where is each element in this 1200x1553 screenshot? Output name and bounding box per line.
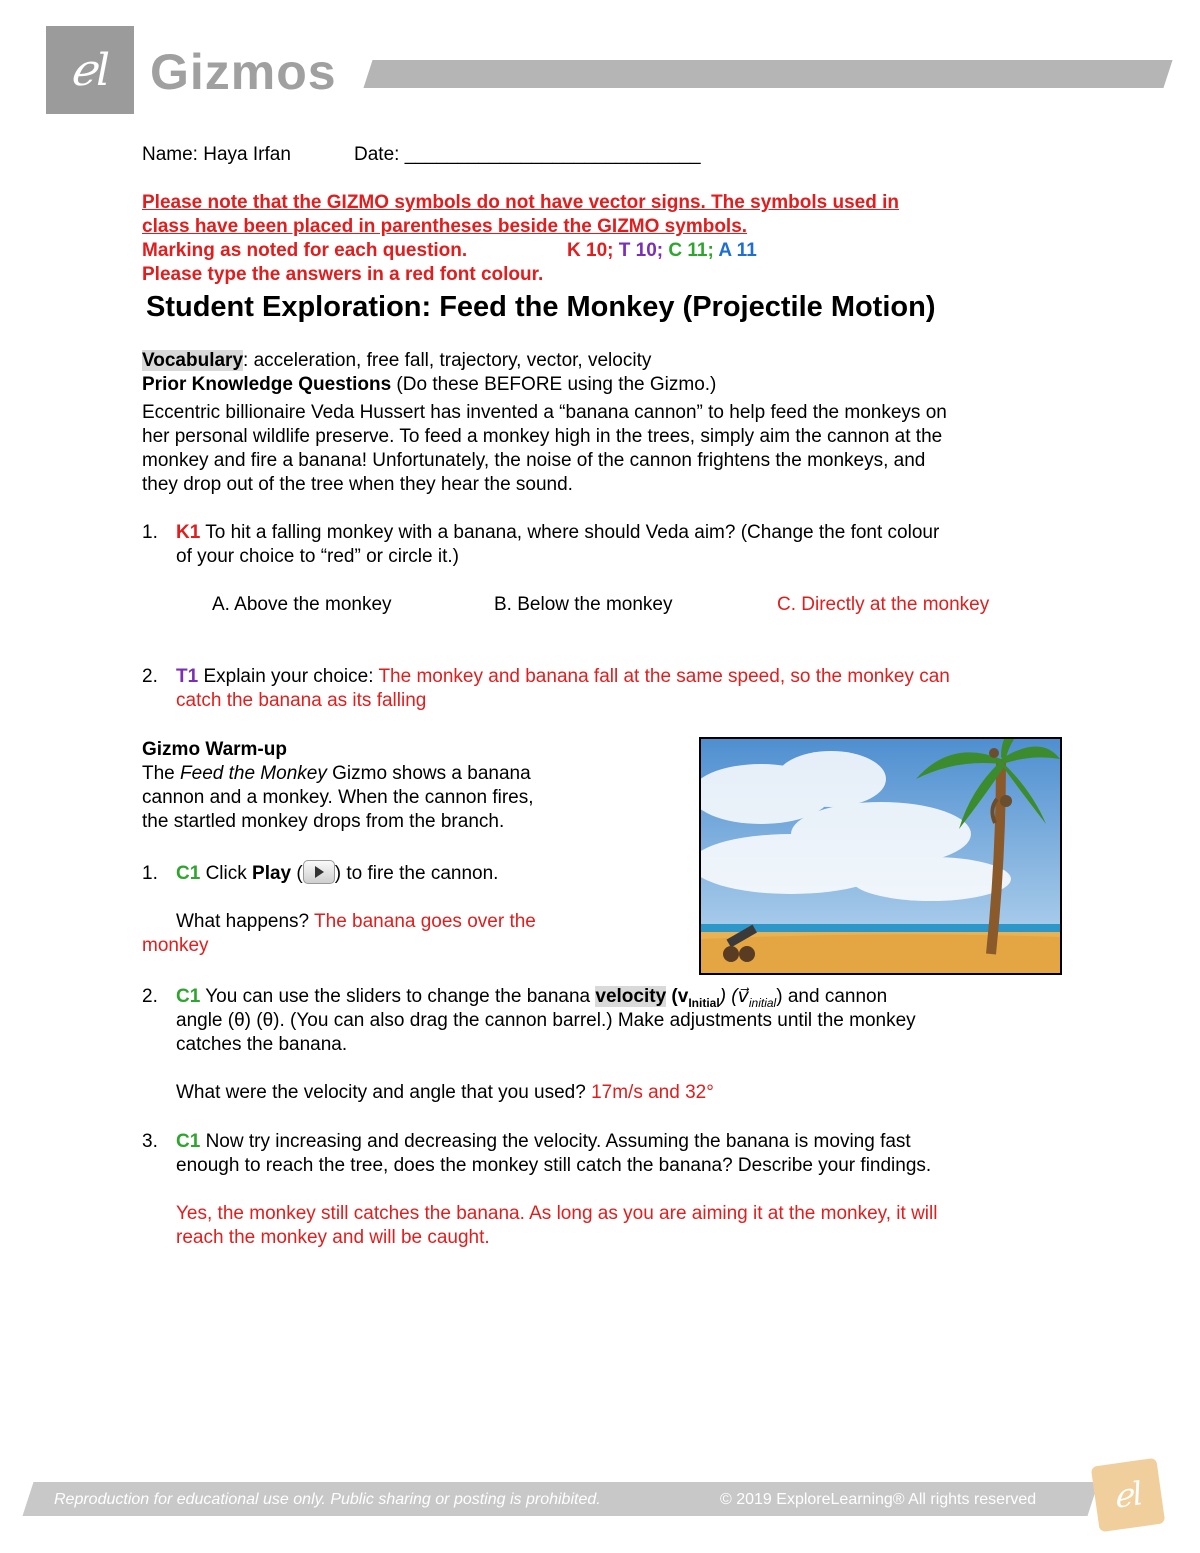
mark-sep: ; [656,240,664,261]
notice-line-1: Please note that the GIZMO symbols do not have vector signs. The symbols used in [142,192,899,213]
warmup-heading: Gizmo Warm-up [142,739,287,760]
mark-k: K 10 [567,240,608,261]
explorelearning-logo [1091,1458,1166,1533]
prior-heading-note: (Do these BEFORE using the Gizmo.) [391,374,717,395]
marking-scheme [567,239,757,263]
warmup-q2-prompt: What were the velocity and angle that you used? [176,1082,592,1103]
option-c-selected: C. Directly at the monkey [777,594,990,615]
marking-label: Marking as noted for each question. [142,240,468,261]
prior-q2-tag: T1 [176,666,199,687]
warmup-q1-line [176,862,498,886]
prior-q2-answer-1: The monkey and banana fall at the same speed, so the monkey can [378,666,950,687]
play-label: Play [252,863,292,885]
warmup-q2-answer: 17m/s and 32° [591,1082,714,1103]
prior-paragraph-1: Eccentric billionaire Veda Hussert has invented a “banana cannon” to help feed the monkeys on [142,402,947,423]
name-label: Name: [142,144,198,165]
prior-q1-tag: K1 [176,522,201,543]
warmup-q3-number: 3. [142,1131,158,1152]
mark-sep: ; [707,240,714,261]
prior-q2-line1 [176,665,950,689]
prior-q2-prompt: Explain your choice: [198,666,379,687]
warmup-intro-post: Gizmo shows a banana [326,763,531,784]
warmup-q2-line3: catches the banana. [176,1034,348,1055]
warmup-intro-1 [142,762,531,786]
warmup-q2-line2: angle (θ) (θ). (You can also drag the cannon barrel.) Make adjustments until the monkey [176,1010,916,1031]
mark-a: A 11 [718,240,757,261]
vocabulary-label: Vocabulary [142,350,244,371]
mark-sep: ; [607,240,614,261]
warmup-q1-prompt: What happens? [176,911,315,932]
option-b: B. Below the monkey [494,594,673,615]
date-label: Date: [354,144,400,165]
header-decorative-bar [363,60,1172,88]
option-a: A. Above the monkey [212,594,392,615]
velocity-symbol: (v [666,986,689,1007]
velocity-subscript: Initial [688,995,720,1010]
prior-q1-number: 1. [142,522,158,543]
date-line [354,143,701,167]
warmup-q1-mid: ( [291,863,303,885]
warmup-q1-question [176,910,536,934]
warmup-q1-answer-1: The banana goes over the [314,911,536,932]
gizmo-name: Feed the Monkey [180,763,327,784]
notice-line-4: Please type the answers in a red font colour. [142,264,544,285]
marking-line [142,239,467,263]
warmup-q1-pre: Click [200,863,253,885]
prior-q1-line2: of your choice to “red” or circle it.) [176,546,459,567]
velocity-vector-symbol: ) (v⃗ [719,986,749,1007]
warmup-q2-post: ) and cannon [776,986,888,1007]
warmup-q3-text: Now try increasing and decreasing the velocity. Assuming the banana is moving fast [200,1131,911,1152]
prior-heading-line [142,373,716,397]
date-value: ____________________________ [404,144,701,165]
prior-q1-line1 [176,521,939,545]
name-line [142,143,291,167]
vocabulary-terms: : acceleration, free fall, trajectory, vector, velocity [243,350,652,371]
footer-disclaimer: Reproduction for educational use only. Public sharing or posting is prohibited. [54,1491,601,1508]
warmup-q2-question [176,1081,714,1105]
prior-q2-number: 2. [142,666,158,687]
footer-copyright: © 2019 ExploreLearning® All rights reserved [720,1491,1037,1508]
warmup-q2-number: 2. [142,986,158,1007]
name-value: Haya Irfan [203,144,291,165]
warmup-q3-answer-2: reach the monkey and will be caught. [176,1227,490,1248]
warmup-q3-line1 [176,1130,911,1154]
prior-heading: Prior Knowledge Questions [142,374,392,395]
mark-t: T 10 [618,240,657,261]
footer-logo-glyph: ℯl [1110,1474,1146,1516]
warmup-q2-tag: C1 [176,986,201,1007]
prior-paragraph-2: her personal wildlife preserve. To feed a monkey high in the trees, simply aim the cannon at the [142,426,943,447]
warmup-q3-tag: C1 [176,1131,201,1152]
warmup-q1-post: ) to fire the cannon. [334,863,499,885]
gizmo-screenshot [699,737,1062,975]
prior-q1-text: To hit a falling monkey with a banana, where should Veda aim? (Change the font colour [200,522,940,543]
prior-paragraph-3: monkey and fire a banana! Unfortunately, the noise of the cannon frightens the monkeys, and [142,450,926,471]
prior-paragraph-4: they drop out of the tree when they hear the sound. [142,474,573,495]
warmup-q2-pre: You can use the sliders to change the banana [200,986,596,1007]
vocabulary-line [142,349,651,373]
brand-title: Gizmos [150,44,337,100]
warmup-q1-number: 1. [142,863,158,884]
warmup-intro-2: cannon and a monkey. When the cannon fires, [142,787,534,808]
play-icon [303,860,335,884]
beach-scene-illustration [701,739,1060,973]
warmup-q1-answer-2: monkey [142,935,209,956]
warmup-q1-tag: C1 [176,863,201,885]
logo-glyph: ℯl [69,44,111,96]
warmup-q3-line2: enough to reach the tree, does the monkey still catch the banana? Describe your findings. [176,1155,932,1176]
prior-q2-answer-2: catch the banana as its falling [176,690,427,711]
warmup-intro-3: the startled monkey drops from the branch. [142,811,505,832]
mark-c: C 11 [668,240,708,261]
velocity-term: velocity [595,986,667,1007]
warmup-intro-pre: The [142,763,181,784]
gizmos-logo [46,26,134,114]
velocity-vector-subscript: initial [748,995,777,1010]
warmup-q3-answer-1: Yes, the monkey still catches the banana. As long as you are aiming it at the monkey, it will [176,1203,938,1224]
page-title: Student Exploration: Feed the Monkey (Projectile Motion) [146,291,936,323]
notice-line-2: class have been placed in parentheses beside the GIZMO symbols. [142,216,748,237]
